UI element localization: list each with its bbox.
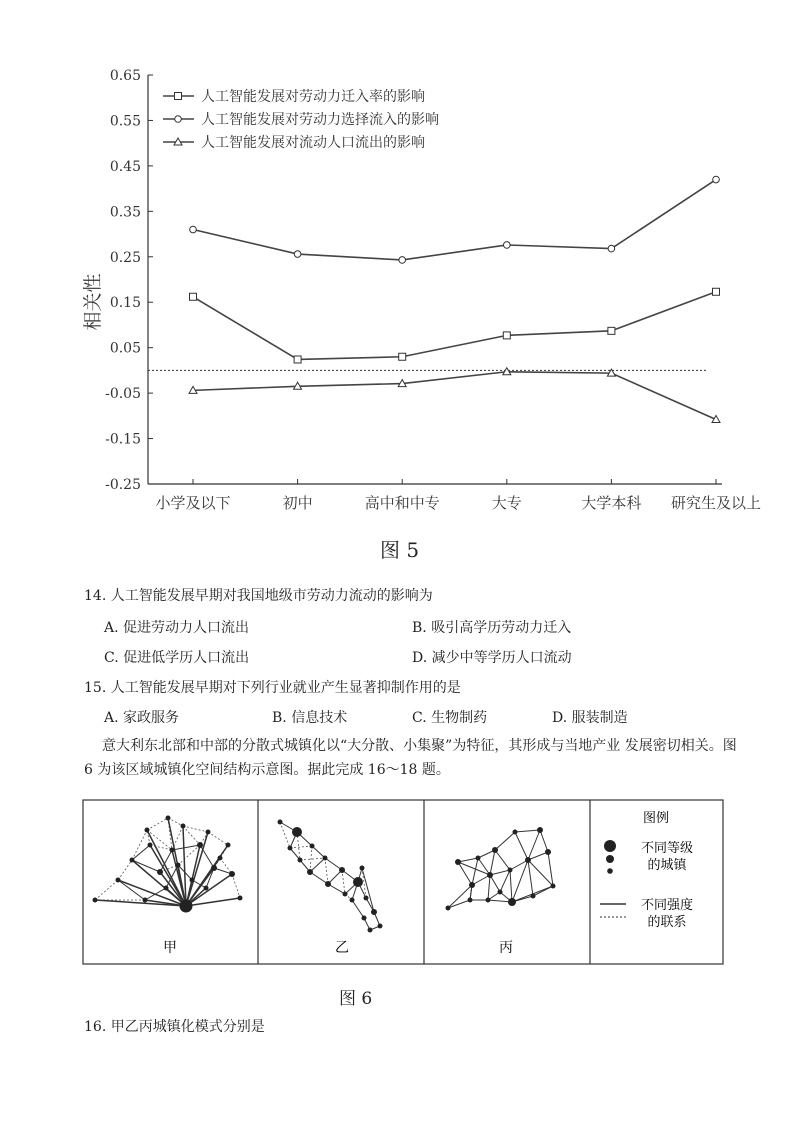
town-node: [339, 867, 345, 873]
legend-entry: 人工智能发展对流动人口流出的影响: [201, 135, 425, 151]
panel-label-yi: 乙: [335, 940, 349, 956]
x-tick-label: 高中和中专: [364, 494, 440, 512]
town-node: [487, 872, 493, 878]
weak-link: [208, 832, 228, 845]
panel-label-jia: 甲: [163, 940, 177, 956]
weak-link: [290, 846, 312, 848]
town-node: [537, 827, 543, 833]
x-tick-label: 初中: [282, 494, 313, 512]
question-16-stem: 16. 甲乙丙城镇化模式分别是: [84, 1019, 265, 1035]
town-node: [148, 843, 153, 848]
weak-link: [168, 818, 183, 826]
town-node: [531, 894, 536, 899]
weak-link: [342, 870, 345, 894]
figure-6-frame: [83, 800, 723, 964]
weak-link: [183, 826, 208, 832]
y-tick-label: -0.15: [105, 431, 141, 448]
question-15-option-b[interactable]: B. 信息技术: [272, 710, 348, 726]
town-node: [204, 886, 209, 891]
weak-link: [300, 858, 325, 860]
town-node: [218, 856, 223, 861]
town-node: [116, 878, 121, 883]
strong-link: [132, 845, 150, 860]
strong-link: [472, 875, 490, 885]
town-node: [180, 900, 193, 913]
question-14-option-d[interactable]: D. 减少中等学历人口流动: [412, 650, 572, 666]
legend-title: 图例: [642, 811, 670, 826]
weak-link: [280, 822, 290, 848]
town-node: [343, 892, 348, 897]
question-15-option-c[interactable]: C. 生物制药: [412, 710, 488, 726]
strong-link: [145, 888, 166, 900]
town-node: [476, 856, 481, 861]
town-node: [368, 928, 373, 933]
strong-link: [500, 870, 510, 892]
legend-entry: 人工智能发展对劳动力迁入率的影响: [201, 89, 425, 105]
strong-link: [495, 850, 510, 870]
strong-link: [490, 850, 495, 875]
town-node: [325, 881, 331, 887]
network-jia: [93, 816, 243, 913]
strong-link: [448, 900, 470, 908]
question-15-option-a[interactable]: A. 家政服务: [104, 710, 180, 726]
town-node: [446, 906, 451, 911]
town-node: [371, 909, 377, 915]
weak-link: [147, 818, 168, 830]
town-node: [468, 898, 473, 903]
strong-link: [312, 846, 325, 858]
legend-towns-line1: 不同等级: [640, 841, 694, 856]
x-tick-label: 小学及以下: [155, 494, 231, 512]
legend-links-line1: 不同强度: [640, 898, 694, 913]
y-tick-label: 0.15: [109, 295, 141, 312]
strong-link: [458, 858, 478, 862]
x-tick-label: 研究生及以上: [670, 494, 762, 512]
town-node: [226, 843, 231, 848]
strong-link: [515, 830, 540, 832]
town-node: [93, 898, 98, 903]
question-14-option-b[interactable]: B. 吸引高学历劳动力迁入: [412, 620, 572, 636]
panel-label-bing: 丙: [499, 940, 513, 956]
figure-5-caption: 图 5: [380, 538, 420, 562]
figure-6-legend: [600, 811, 693, 930]
town-node: [525, 857, 531, 863]
strong-link: [510, 860, 528, 870]
y-tick-label: 0.05: [109, 340, 141, 357]
legend-town-large: [604, 840, 616, 852]
strong-link: [490, 870, 510, 875]
y-tick-label: 0.35: [109, 204, 141, 221]
town-node: [492, 847, 498, 853]
town-node: [378, 924, 383, 929]
question-15-option-d[interactable]: D. 服装制造: [552, 710, 628, 726]
town-node: [145, 828, 150, 833]
town-node: [498, 890, 503, 895]
weak-link: [95, 880, 118, 900]
figure-6-caption: 图 6: [339, 989, 373, 1009]
strong-link: [448, 885, 472, 908]
town-node: [164, 886, 169, 891]
town-node: [166, 816, 171, 821]
town-node: [350, 898, 355, 903]
town-node: [170, 848, 175, 853]
y-tick-label: -0.05: [105, 386, 141, 403]
town-node: [130, 858, 135, 863]
town-node: [190, 878, 195, 883]
y-tick-label: 0.45: [109, 158, 141, 175]
y-tick-label: -0.25: [105, 477, 141, 493]
strong-link: [200, 845, 214, 868]
town-node: [508, 898, 516, 906]
y-tick-label: 0.65: [109, 68, 141, 84]
strong-link: [533, 886, 553, 896]
weak-link: [118, 860, 132, 880]
strong-link: [310, 872, 328, 884]
town-node: [551, 884, 556, 889]
weak-link: [183, 826, 200, 845]
town-node: [364, 896, 369, 901]
town-node: [197, 842, 203, 848]
strong-link: [510, 870, 512, 902]
town-node: [292, 827, 302, 837]
strong-link: [488, 875, 490, 900]
strong-link: [540, 830, 548, 852]
y-axis-label: 相关性: [82, 273, 104, 331]
y-tick-label: 0.55: [109, 113, 141, 130]
town-node: [176, 863, 181, 868]
strong-link: [458, 862, 472, 885]
strong-link: [528, 860, 533, 896]
legend-town-small: [607, 868, 613, 874]
y-tick-label: 0.25: [109, 249, 141, 266]
town-node: [238, 896, 243, 901]
weak-link: [132, 830, 147, 860]
question-14-option-c[interactable]: C. 促进低学历人口流出: [104, 650, 250, 666]
town-node: [298, 858, 303, 863]
strong-link: [160, 850, 172, 872]
strong-link: [362, 868, 374, 912]
strong-link: [325, 858, 342, 870]
town-node: [513, 830, 518, 835]
town-node: [469, 882, 475, 888]
town-node: [157, 869, 163, 875]
strong-link: [472, 858, 478, 885]
x-tick-label: 大学本科: [581, 494, 642, 512]
town-node: [206, 830, 211, 835]
strong-link: [495, 832, 515, 850]
town-node: [211, 865, 217, 871]
strong-link: [132, 860, 160, 872]
town-node: [181, 824, 186, 829]
legend-town-medium: [606, 855, 614, 863]
town-node: [307, 869, 313, 875]
town-node: [508, 868, 513, 873]
town-node: [486, 898, 491, 903]
strong-link: [310, 858, 325, 872]
question-14-option-a[interactable]: A. 促进劳动力人口流出: [104, 620, 250, 636]
town-node: [288, 846, 293, 851]
weak-link: [325, 858, 328, 884]
town-node: [323, 856, 328, 861]
weak-link: [310, 846, 312, 872]
strong-link: [512, 860, 528, 902]
network-bing: [446, 827, 556, 911]
legend-towns-line2: 的城镇: [647, 858, 687, 873]
strong-link: [118, 880, 145, 900]
town-node: [143, 898, 148, 903]
town-node: [229, 871, 235, 877]
legend-links-line2: 的联系: [647, 915, 687, 930]
question-15-stem: 15. 人工智能发展早期对下列行业就业产生显著抑制作用的是: [84, 680, 461, 696]
legend-entry: 人工智能发展对劳动力选择流入的影响: [201, 112, 439, 128]
town-node: [278, 820, 283, 825]
network-yi: [278, 820, 383, 933]
intro-text: 意大利东北部和中部的分散式城镇化以“大分散、小集聚”为特征，其形成与当地产业 发展密切相关。图 6 为该区域城镇化空间结构示意图。据此完成 16～18 题。: [84, 738, 737, 778]
strong-link: [352, 900, 364, 918]
town-node: [362, 916, 367, 921]
town-node: [310, 844, 315, 849]
town-node: [455, 859, 461, 865]
town-node: [353, 877, 363, 887]
strong-link: [515, 832, 528, 860]
town-node: [545, 849, 551, 855]
question-14-stem: 14. 人工智能发展早期对我国地级市劳动力流动的影响为: [84, 588, 433, 604]
weak-link: [232, 874, 240, 898]
x-tick-label: 大专: [491, 494, 522, 512]
town-node: [360, 866, 365, 871]
